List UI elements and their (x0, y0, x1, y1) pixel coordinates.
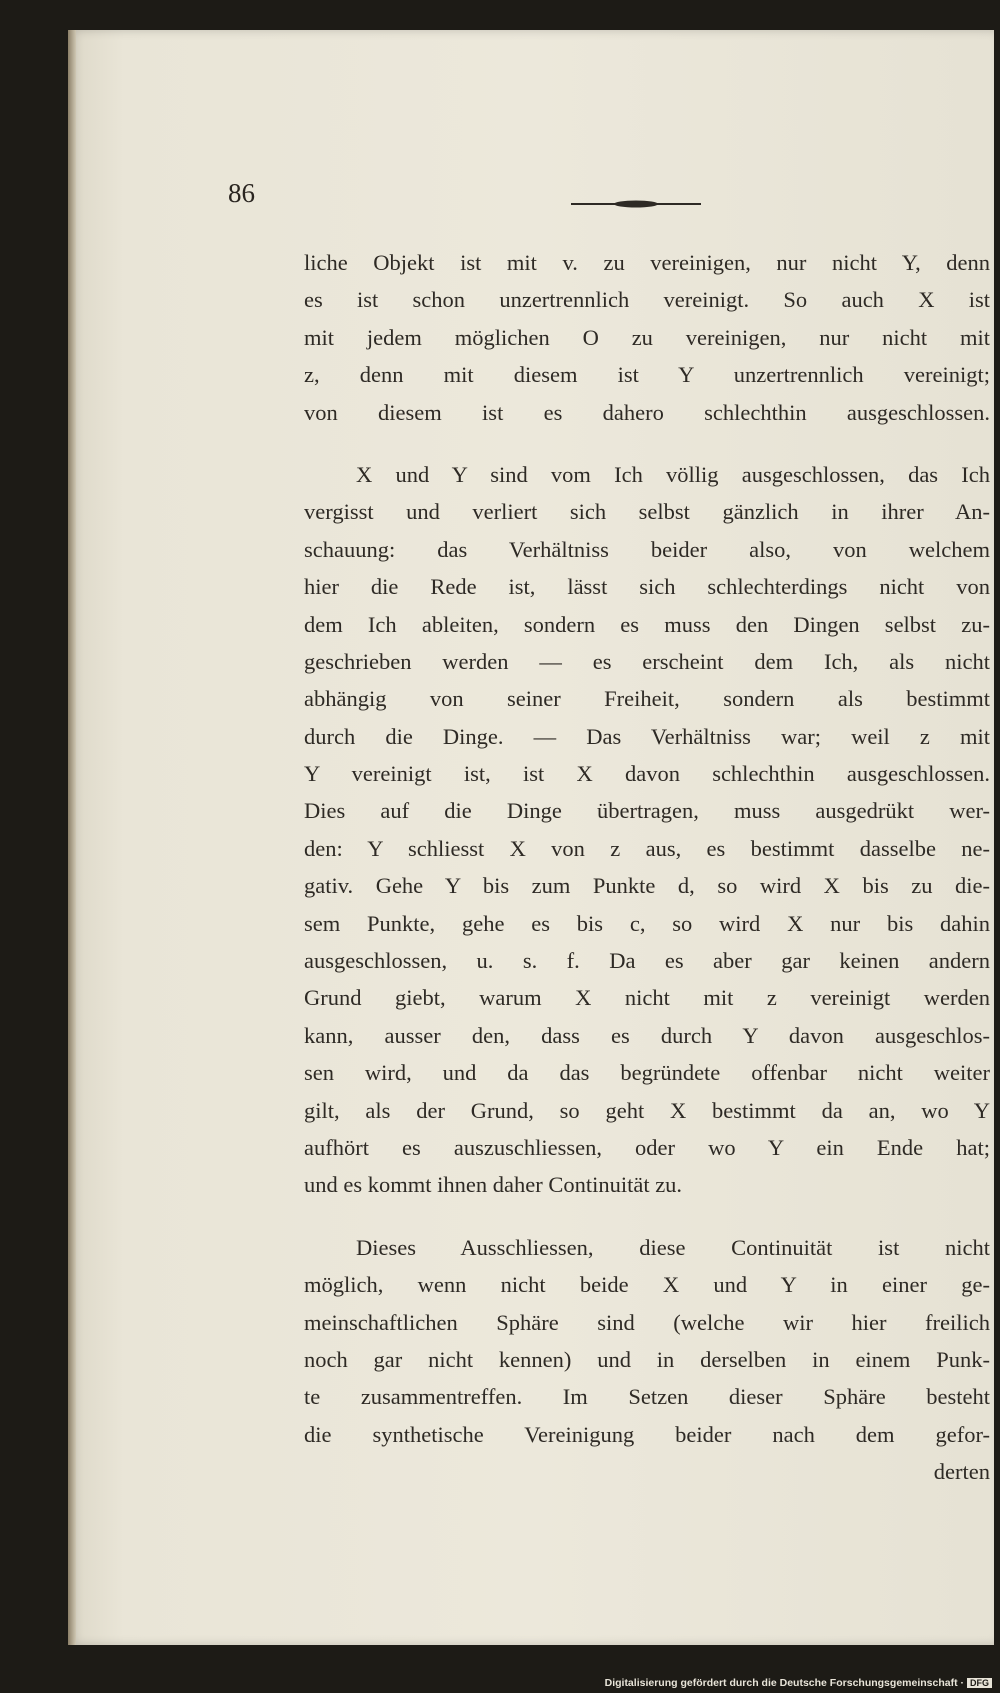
text-line: X und Y sind vom Ich völlig ausgeschlossen, das Ich (356, 461, 990, 487)
text-line: gativ. Gehe Y bis zum Punkte d, so wird X bis zu die- (304, 873, 990, 899)
page-number: 86 (228, 178, 255, 208)
text-line: kann, ausser den, dass es durch Y davon ausgeschlos- (304, 1022, 990, 1048)
paragraph-1 (304, 244, 990, 431)
text-line: es ist schon unzertrennlich vereinigt. So auch X ist (304, 287, 990, 313)
text-line: sen wird, und da das begründete offenbar nicht weiter (304, 1060, 990, 1086)
text-line: te zusammentreffen. Im Setzen dieser Sphäre besteht (304, 1384, 990, 1410)
text-line: geschrieben werden — es erscheint dem Ich, als nicht (304, 648, 990, 674)
text-line: meinschaftlichen Sphäre sind (welche wir hier freilich (304, 1309, 990, 1335)
text-line: den: Y schliesst X von z aus, es bestimmt dasselbe ne- (304, 835, 990, 861)
text-line: Y vereinigt ist, ist X davon schlechthin ausgeschlossen. (304, 761, 990, 787)
text-line: z, denn mit diesem ist Y unzertrennlich vereinigt; (304, 362, 990, 388)
text-line: und es kommt ihnen daher Continuität zu. (304, 1172, 683, 1198)
text-line: noch gar nicht kennen) und in derselben in einem Punk- (304, 1346, 990, 1372)
text-line: Grund giebt, warum X nicht mit z vereinigt werden (304, 985, 990, 1011)
text-line: gilt, als der Grund, so geht X bestimmt da an, wo Y (304, 1097, 990, 1123)
text-line: Dies auf die Dinge übertragen, muss ausgedrükt wer- (304, 798, 990, 824)
text-line: abhängig von seiner Freiheit, sondern als bestimmt (304, 686, 990, 712)
text-line: liche Objekt ist mit v. zu vereinigen, nur nicht Y, denn (304, 250, 990, 275)
text-line: von diesem ist es dahero schlechthin ausgeschlossen. (304, 399, 990, 425)
header-rule-ornament (571, 198, 701, 210)
text-body (304, 244, 990, 1516)
text-line: ausgeschlossen, u. s. f. Da es aber gar keinen andern (304, 948, 990, 974)
text-line: möglich, wenn nicht beide X und Y in einer ge- (304, 1272, 990, 1298)
text-line: aufhört es auszuschliessen, oder wo Y ein Ende hat; (304, 1134, 990, 1160)
catchword: derten (933, 1459, 990, 1485)
text-line: hier die Rede ist, lässt sich schlechterdings nicht von (304, 574, 990, 600)
text-line: Dieses Ausschliessen, diese Continuität ist nicht (356, 1234, 990, 1260)
text-line: durch die Dinge. — Das Verhältniss war; weil z mit (304, 723, 990, 749)
digitization-credit (605, 1677, 992, 1689)
dfg-logo: DFG (967, 1678, 992, 1688)
paragraph-2 (304, 456, 990, 1204)
text-line: schauung: das Verhältniss beider also, von welchem (304, 536, 990, 562)
text-line: dem Ich ableiten, sondern es muss den Dingen selbst zu- (304, 611, 990, 637)
text-line: mit jedem möglichen O zu vereinigen, nur nicht mit (304, 324, 990, 350)
text-line: sem Punkte, gehe es bis c, so wird X nur bis dahin (304, 910, 990, 936)
book-page (68, 30, 994, 1645)
text-line: vergisst und verliert sich selbst gänzlich in ihrer An- (304, 499, 990, 525)
text-line: die synthetische Vereinigung beider nach dem gefor- (304, 1421, 990, 1447)
credit-text: Digitalisierung gefördert durch die Deutsche Forschungsgemeinschaft · (604, 1677, 964, 1689)
paragraph-3 (304, 1229, 990, 1491)
